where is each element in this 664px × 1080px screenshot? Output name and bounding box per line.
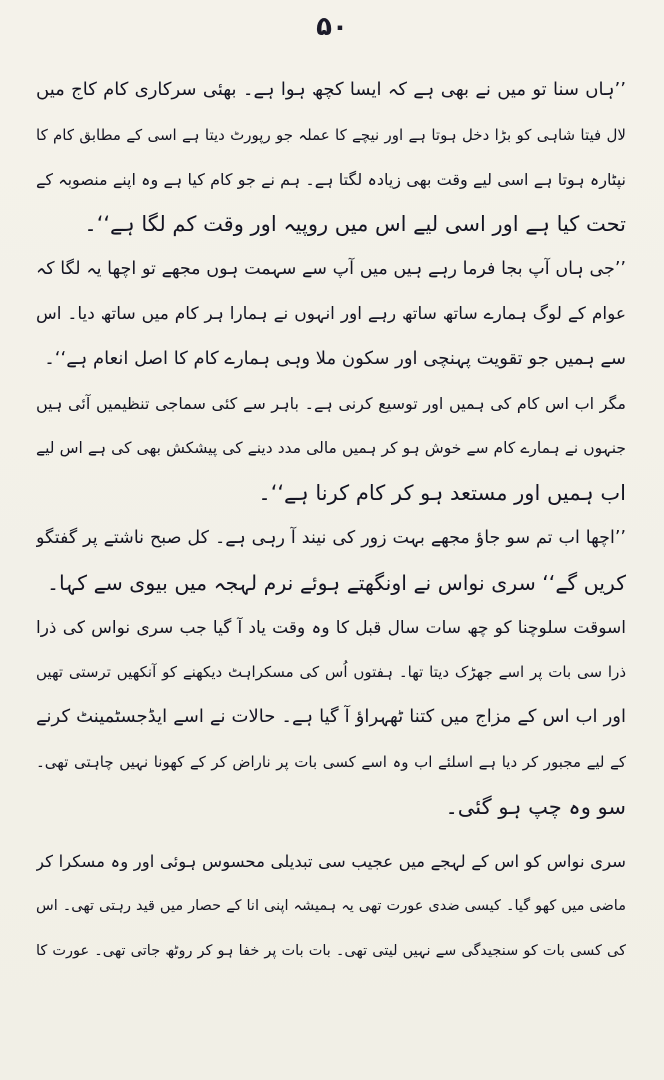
text-line-8: مگر اب اس کام کی ہمیں اور توسیع کرنی ہے۔ باہر سے کئی سماجی تنظیمیں آئی ہیں (36, 393, 626, 413)
text-line-6: عوام کے لوگ ہمارے ساتھ ساتھ رہے اور انہوں نے ہمارا ہر کام میں ساتھ دیا۔ اس (36, 303, 626, 324)
text-line-18: سری نواس کو اس کے لہجے میں عجیب سی تبدیلی محسوس ہوئی اور وہ مسکرا کر (36, 851, 626, 871)
text-line-1: ’’ہاں سنا تو میں نے بھی ہے کہ ایسا کچھ ہوا ہے۔ بھئی سرکاری کام کاج میں (36, 79, 626, 100)
text-line-7: سے ہمیں جو تقویت پہنچی اور سکون ملا وہی ہمارے کام کا اصل انعام ہے‘‘۔ (44, 347, 626, 369)
text-line-5: ’’جی ہاں آپ بجا فرما رہے ہیں میں آپ سے سہمت ہوں مجھے تو اچھا یہ لگا کہ (36, 259, 626, 280)
text-line-13: اسوقت سلوچنا کو چھ سات سال قبل کا وہ وقت یاد آ گیا جب سری نواس کی ذرا (36, 617, 626, 638)
text-line-11: ’’اچھا اب تم سو جاؤ مجھے بہت زور کی نیند آ رہی ہے۔ کل صبح ناشتے پر گفتگو (36, 527, 626, 548)
text-line-4: تحت کیا ہے اور اسی لیے اس میں روپیہ اور وقت کم لگا ہے‘‘۔ (84, 212, 626, 237)
text-line-17: سو وہ چپ ہو گئی۔ (445, 794, 626, 819)
text-line-12: کریں گے‘‘ سری نواس نے اونگھتے ہوئے نرم لہجہ میں بیوی سے کہا۔ (47, 570, 626, 595)
text-line-15: اور اب اس کے مزاج میں کتنا ٹھہراؤ آ گیا ہے۔ حالات نے اسے ایڈجسٹمینٹ کرنے (36, 706, 626, 728)
text-line-20: کی کسی بات کو سنجیدگی سے نہیں لیتی تھی۔ بات بات پر خفا ہو کر روٹھ جاتی تھی۔ عورت کا (36, 943, 626, 960)
text-line-16: کے لیے مجبور کر دیا ہے اسلئے اب وہ اسے کسی بات پر ناراض کر کے کھونا نہیں چاہتی تھی۔ (36, 752, 626, 771)
text-line-14: ذرا سی بات پر اسے جھڑک دیتا تھا۔ ہفتوں اُس کی مسکراہٹ دیکھنے کو آنکھیں ترستی تھیں (36, 663, 626, 682)
text-line-2: لال فیتا شاہی کو بڑا دخل ہوتا ہے اور نیچے کا عملہ جو رپورٹ دیتا ہے اسی کے مطابق کام کا (36, 125, 626, 144)
page-number: ۵۰ (316, 12, 348, 42)
page-body-text (36, 68, 626, 974)
text-line-19: ماضی میں کھو گیا۔ کیسی ضدی عورت تھی یہ ہمیشہ اپنی انا کے حصار میں قید رہتی تھی۔ اس (36, 898, 626, 915)
text-line-10: اب ہمیں اور مستعد ہو کر کام کرنا ہے‘‘۔ (258, 481, 626, 506)
text-line-3: نپٹارہ ہوتا ہے اسی لیے وقت بھی زیادہ لگتا ہے۔ ہم نے جو کام کیا ہے وہ اپنے منصوبہ کے (36, 169, 626, 189)
text-line-9: جنہوں نے ہمارے کام سے خوش ہو کر ہمیں مالی مدد دینے کی پیشکش بھی کی ہے اس لیے (36, 439, 626, 458)
paragraph-gap (36, 830, 626, 840)
